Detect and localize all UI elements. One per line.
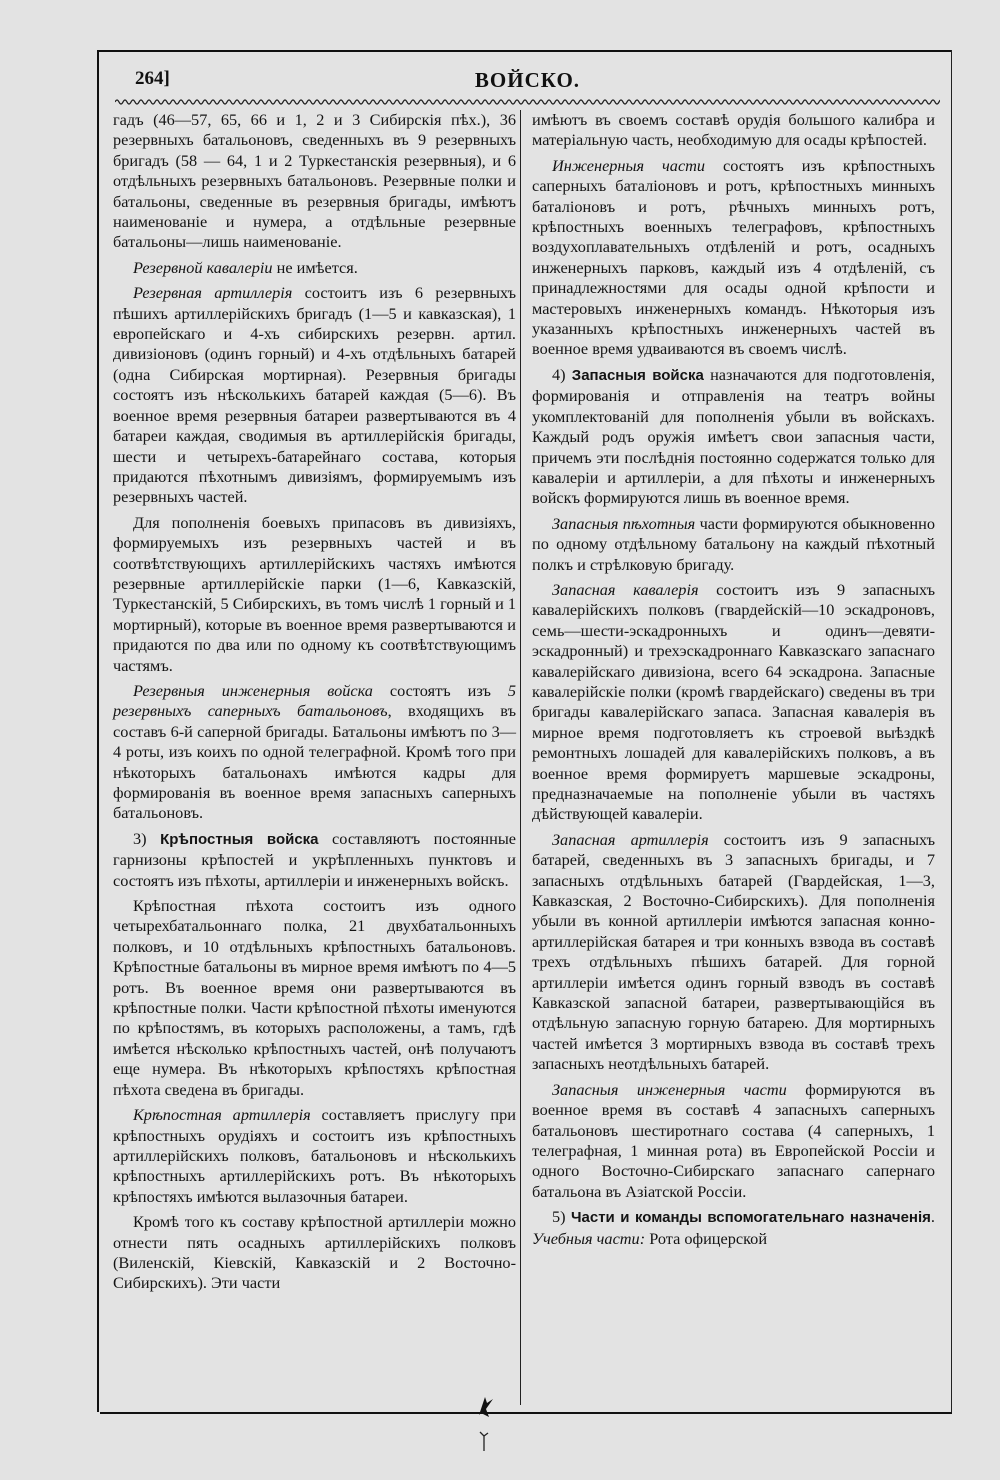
text-run: назначаются для подготовленія, формированія и отправленія на театръ войны укомплектованій для пополненія убыли въ войскахъ. Каждый родъ оружія имѣетъ свои запасныя части, причемъ эти послѣднія постоянно содержатся только для кавалеріи и артиллеріи, а для пѣхоты и инженерныхъ войскъ формируются лишь въ военное время. (532, 364, 936, 508)
frame-bottom-rule (100, 1412, 952, 1414)
text-run: составляетъ прислугу при крѣпостныхъ орудіяхъ и состоитъ изъ крѣпостныхъ артиллерійскихъ полковъ, батальоновъ и нѣсколькихъ крѣпостныхъ артиллерійскихъ ротъ. Въ нѣкоторыхъ крѣпостяхъ имѣются вылазочныя батареи. (113, 1105, 516, 1206)
text-run: состоитъ изъ 9 запасныхъ кавалерійскихъ полковъ (гвардейскій—10 эскадроновъ, семь—шести-эскадронныхъ и одинъ—девяти-эскадронный) и трехэскадроннаго Кавказскаго запаснаго кавалерійскаго дивизіона, всего 64 эскадрона. Запасные кавалерійскіе полки (кромѣ гвардейскаго) сведены въ три бригады кавалерійскаго запаса. Запасная кавалерія въ мирное время подготовляетъ къ строевой выѣздкѣ ремонтныхъ лошадей для кавалерійскихъ полковъ, а въ военное время формируетъ маршевые эскадроны, предназначаемые на пополненіе убыли въ частяхъ дѣйствующей кавалеріи. (532, 579, 935, 824)
frame-right-rule (951, 50, 952, 1412)
paragraph (113, 110, 516, 253)
italic-term: Запасная артиллерія (552, 829, 709, 849)
paragraph (113, 258, 516, 278)
italic-term: Резервныя инженерныя войска (133, 680, 373, 700)
ink-blot (475, 1395, 495, 1420)
paragraph (113, 513, 516, 676)
paragraph (113, 896, 516, 1100)
text-run: 4) (552, 364, 572, 384)
italic-term: Запасныя инженерныя части (552, 1079, 787, 1099)
bold-heading: Части и команды вспомогательнаго назначенія (570, 1209, 931, 1227)
italic-term: 5 резервныхъ саперныхъ батальоновъ (113, 680, 517, 721)
wavy-rule (115, 97, 940, 107)
stray-mark (478, 1430, 490, 1452)
italic-term: Крѣпостная артиллерія (133, 1105, 311, 1125)
paragraph (532, 365, 935, 509)
text-run: имѣютъ въ своемъ составѣ орудія большого калибра и матеріальную часть, необходимую для осады крѣпостей. (532, 110, 935, 150)
page-number: 264] (135, 68, 170, 89)
text-run: 5) (552, 1207, 571, 1227)
paragraph (532, 156, 935, 360)
paragraph (532, 1080, 935, 1202)
paragraph (532, 1207, 935, 1249)
italic-term: Запасная кавалерія (552, 579, 699, 599)
frame-top-rule (98, 50, 952, 52)
paragraph (113, 283, 516, 507)
text-run: гадъ (46—57, 65, 66 и 1, 2 и 3 Сибирскія пѣх.), 36 резервныхъ батальоновъ, сведенныхъ въ 9 резервныхъ бригадъ (58 — 64, 1 и 2 Туркестанскія резервныя), и 6 отдѣльныхъ резервныхъ батальоновъ. Резервные полки и батальоны, сведенные въ резервныя бригады, имѣютъ наименованіе и нумера, а отдѣльные резервные батальоны—лишь наименованіе. (113, 110, 516, 252)
italic-term: Резервная артиллерія (133, 283, 293, 303)
frame-left-rule (97, 50, 99, 1412)
italic-term: Резервной кавалеріи (133, 257, 273, 277)
text-run: не имѣется. (272, 257, 358, 277)
text-run: состоитъ изъ 9 запасныхъ батарей, сведенныхъ въ 3 запасныхъ бригады, и 7 запасныхъ отдѣльныхъ батарей (Гвардейская, 1—3, Кавказская, 2 Восточно-Сибирскихъ). Для пополненія убыли въ конной артиллеріи имѣются запасная конно-артиллерійская батарея и три конныхъ взвода въ составѣ трехъ отдѣльныхъ пѣшихъ батарей. Для горной артиллеріи имѣется одинъ горный взводъ въ составѣ Кавказской запасной батареи, развертывающійся въ отдѣльную запасную горную батарею. Для мортирныхъ частей имѣется 3 мортирныхъ взвода въ составѣ трехъ запасныхъ неотдѣльныхъ батарей. (532, 829, 935, 1074)
right-column (532, 110, 935, 1254)
text-run: Крѣпостная пѣхота состоитъ изъ одного четырехбатальоннаго полка, 21 двухбатальонныхъ полковъ, и 10 отдѣльныхъ крѣпостныхъ батальоновъ. Крѣпостные батальоны въ мирное время имѣютъ по 4—5 ротъ. Въ военное время они развертываются въ крѣпостные полки. Части крѣпостной пѣхоты именуются по крѣпостямъ, въ которыхъ расположены, а тамъ, гдѣ имѣется нѣсколько крѣпостныхъ частей, онѣ получаютъ еще нумера. Въ нѣкоторыхъ крѣпостяхъ крѣпостная пѣхота сведена въ бригады. (113, 896, 516, 1099)
text-run: Рота офицерской (645, 1228, 768, 1248)
text-run: , входящихъ въ составъ 6-й саперной бригады. Батальоны имѣютъ по 3—4 роты, изъ коихъ по одной телеграфной. Кромѣ того при нѣкоторыхъ батальонахъ имѣются кадры для формированія въ военное время запасныхъ саперныхъ батальоновъ. (113, 701, 516, 823)
italic-term: Инженерныя части (552, 155, 706, 175)
text-run: состоитъ изъ 6 резервныхъ пѣшихъ артиллерійскихъ бригадъ (1—5 и кавказская), 1 европейскаго и 4-хъ сибирскихъ резервн. артил. дивизіоновъ (одинъ горный) и 4-хъ отдѣльныхъ батарей (одна Сибирская мортирная). Резервныя бригады состоятъ изъ нѣсколькихъ батарей каждая (5—6). Въ военное время резервныя батареи развертываются въ 4 батареи каждая, сводимыя въ артиллерійскія бригады, шести и четырехъ-батарейнаго состава, которыя придаются пѣхотнымъ дивизіямъ, формируемымъ изъ резервныхъ частей. (113, 283, 516, 507)
left-column (113, 110, 516, 1299)
italic-term: Запасныя пѣхотныя (552, 513, 696, 533)
column-divider (520, 110, 521, 1405)
paragraph (113, 829, 516, 891)
bold-heading: Крѣпостныя войска (160, 830, 319, 848)
paragraph (113, 681, 516, 824)
paragraph (113, 1212, 516, 1294)
text-run: 3) (133, 828, 161, 848)
text-run: состоятъ изъ (372, 680, 508, 700)
page-header (115, 68, 940, 98)
paragraph (532, 580, 935, 825)
text-run: состоятъ изъ крѣпостныхъ саперныхъ баталіоновъ и ротъ, крѣпостныхъ минныхъ баталіоновъ и ротъ, рѣчныхъ минныхъ ротъ, крѣпостныхъ военныхъ телеграфовъ, крѣпостныхъ воздухоплавательныхъ отдѣленій и ротъ, осадныхъ инженерныхъ парковъ, каждый изъ 4 отдѣленій, съ принадлежностями для осады одной крѣпости и мастеровыхъ инженерныхъ командъ. Нѣкоторыя изъ указанныхъ крѣпостныхъ инженерныхъ частей въ военное время удваиваются въ своемъ числѣ. (532, 155, 935, 359)
text-run: формируются въ военное время въ составѣ 4 запасныхъ саперныхъ батальоновъ шестиротнаго состава (4 саперныхъ, 1 телеграфная, 1 минная рота) въ Европейской Россіи и одного Восточно-Сибирскаго запаснаго сапернаго батальона въ Азіатской Россіи. (532, 1079, 935, 1201)
italic-term: Учебныя части: (532, 1228, 646, 1248)
paragraph (532, 110, 935, 151)
text-run: Кромѣ того къ составу крѣпостной артиллеріи можно отнести пять осадныхъ артиллерійскихъ полковъ (Виленскій, Кіевскій, Кавказскій и 2 Восточно-Сибирскихъ). Эти части (113, 1212, 516, 1293)
paragraph (532, 830, 935, 1075)
text-run: . (930, 1207, 935, 1227)
paragraph (113, 1105, 516, 1207)
running-head: ВОЙСКО. (474, 68, 581, 92)
bold-heading: Запасныя войска (571, 366, 704, 384)
text-run: части формируются обыкновенно по одному отдѣльному батальону на каждый пѣхотный полкъ и стрѣлковую бригаду. (532, 513, 935, 574)
text-run: составляютъ постоянные гарнизоны крѣпостей и укрѣпленныхъ пунктовъ и состоятъ изъ пѣхоты, артиллеріи и инженерныхъ войскъ. (113, 828, 516, 890)
text-run: Для пополненія боевыхъ припасовъ въ дивизіяхъ, формируемыхъ изъ резервныхъ частей и въ соотвѣтствующихъ артиллерійскихъ частяхъ имѣются резервные артиллерійскіе парки (1—6, Кавказскій, Туркестанскій, 5 Сибирскихъ, въ томъ числѣ 1 горный и 1 мортирный), которые въ военное время развертываются и придаются по два или по одному къ соотвѣтствующимъ частямъ. (113, 512, 516, 675)
paragraph (532, 514, 935, 575)
